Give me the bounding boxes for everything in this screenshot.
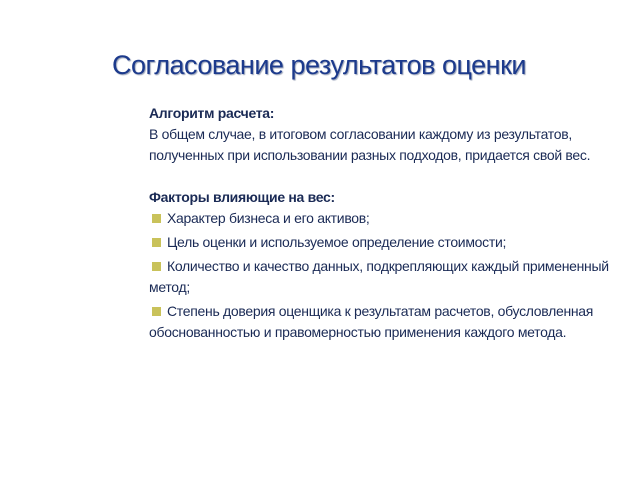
list-item-text: Степень доверия оценщика к результатам расчетов, обусловленная обоснованностью и правомерностью применения каждого метода. bbox=[149, 303, 594, 340]
list-item-text: Количество и качество данных, подкрепляющих каждый примененный метод; bbox=[149, 258, 609, 295]
list-item bbox=[149, 301, 619, 343]
list-item bbox=[149, 232, 619, 253]
algorithm-heading: Алгоритм расчета: bbox=[149, 105, 275, 121]
algorithm-text: В общем случае, в итоговом согласовании каждому из результатов, полученных при использовании разных подходов, придается свой вес. bbox=[149, 126, 591, 163]
square-bullet-icon bbox=[152, 238, 161, 247]
list-item bbox=[149, 256, 619, 298]
slide-content bbox=[149, 103, 619, 346]
list-item-text: Характер бизнеса и его активов; bbox=[167, 210, 370, 226]
list-item-text: Цель оценки и используемое определение стоимости; bbox=[167, 234, 507, 250]
slide-title: Согласование результатов оценки bbox=[112, 50, 526, 80]
square-bullet-icon bbox=[152, 214, 161, 223]
factors-list bbox=[149, 208, 619, 343]
list-item bbox=[149, 208, 619, 229]
square-bullet-icon bbox=[152, 307, 161, 316]
factors-heading: Факторы влияющие на вес: bbox=[149, 189, 335, 205]
square-bullet-icon bbox=[152, 262, 161, 271]
spacer bbox=[149, 166, 619, 187]
